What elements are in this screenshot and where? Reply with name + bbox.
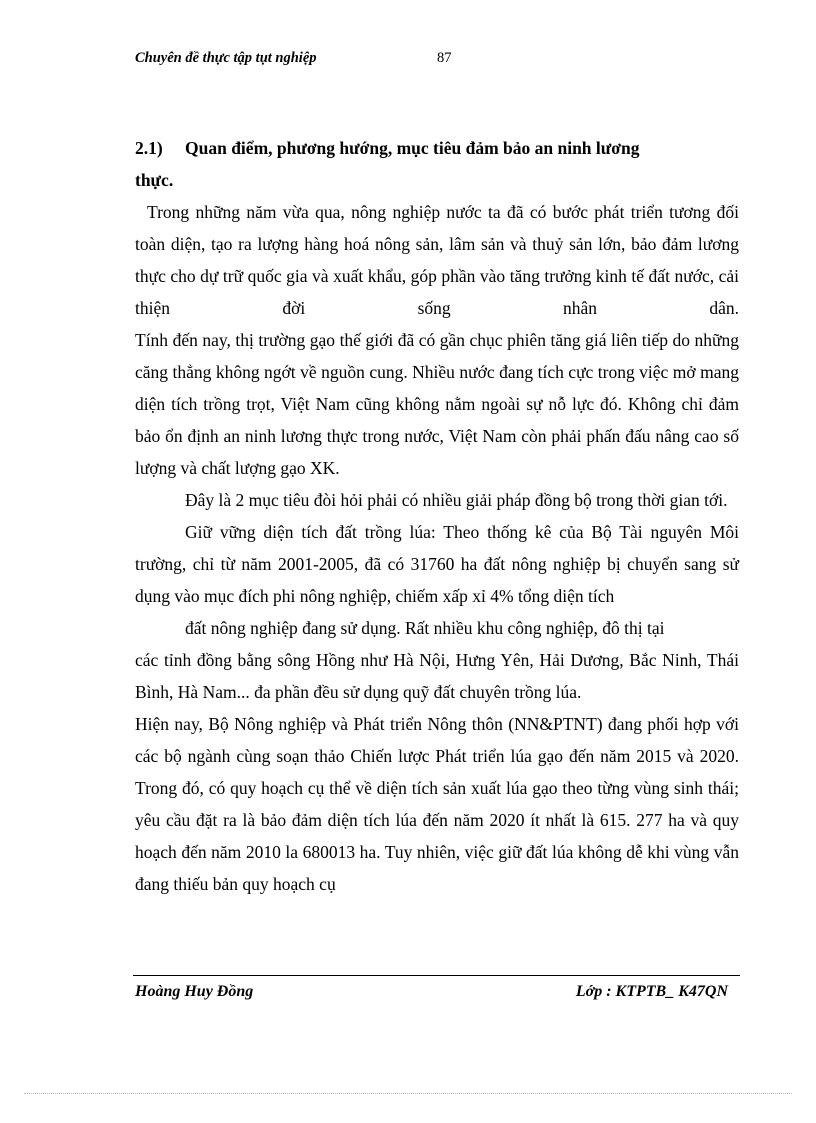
footer-class: Lớp : KTPTB_ K47QN [575, 983, 728, 1000]
section-heading [135, 132, 739, 196]
paragraph-1b: Tính đến nay, thị trường gạo thế giới đã có gần chục phiên tăng giá liên tiếp do những căng thẳng không ngớt về nguồn cung. Nhiều nước đang tích cực trong việc mở mang diện tích trồng trọt, Việt Nam cũng không nằm ngoài sự nỗ lực đó. Không chỉ đảm bảo ổn định an ninh lương thực trong nước, Việt Nam còn phải phấn đấu nâng cao số lượng và chất lượng gạo XK. [135, 330, 739, 478]
page-bottom-border [24, 1093, 792, 1094]
section-title-line1: Quan điểm, phương hướng, mục tiêu đảm bảo an ninh lương [185, 138, 640, 158]
paragraph-1a: Trong những năm vừa qua, nông nghiệp nước ta đã có bước phát triển tương đối toàn diện, tạo ra lượng hàng hoá nông sản, lâm sản và thuỷ sản lớn, bảo đảm lương thực cho dự trữ quốc gia và xuất khẩu, góp phần vào tăng trưởng kinh tế đất nước, cải thiện đời sống nhân dân. [135, 202, 739, 318]
section-number: 2.1) [135, 138, 163, 158]
footer-rule [133, 975, 740, 976]
paragraph-2: Đây là 2 mục tiêu đòi hỏi phải có nhiều giải pháp đồng bộ trong thời gian tới. [185, 490, 728, 510]
page-number: 87 [437, 50, 452, 66]
paragraph-3c: các tỉnh đồng bằng sông Hồng như Hà Nội, Hưng Yên, Hải Dương, Bắc Ninh, Thái Bình, Hà Nam... đa phần đều sử dụng quỹ đất chuyên trồng lúa. [135, 650, 739, 702]
paragraph-3a: Giữ vững diện tích đất trồng lúa: Theo thống kê của Bộ Tài nguyên Môi trường, chỉ từ năm 2001-2005, đã có 31760 ha đất nông nghiệp bị chuyển sang sử dụng vào mục đích phi nông nghiệp, chiếm xấp xỉ 4% tổng diện tích [135, 522, 739, 606]
footer-author: Hoàng Huy Đồng [135, 983, 254, 1000]
body-text [135, 196, 739, 900]
running-header-title: Chuyên đề thực tập tụt nghiệp [135, 50, 317, 66]
paragraph-4: Hiện nay, Bộ Nông nghiệp và Phát triển Nông thôn (NN&PTNT) đang phối hợp với các bộ ngành cùng soạn thảo Chiến lược Phát triển lúa gạo đến năm 2015 và 2020. Trong đó, có quy hoạch cụ thể về diện tích sản xuất lúa gạo theo từng vùng sinh thái; yêu cầu đặt ra là bảo đảm diện tích lúa đến năm 2020 ít nhất là 615. 277 ha và quy hoạch đến năm 2010 la 680013 ha. Tuy nhiên, việc giữ đất lúa không dễ khi vùng vẫn đang thiếu bản quy hoạch cụ [135, 714, 739, 894]
section-title-line2: thực. [135, 170, 174, 190]
paragraph-3b: đất nông nghiệp đang sử dụng. Rất nhiều khu công nghiệp, đô thị tại [185, 618, 665, 638]
